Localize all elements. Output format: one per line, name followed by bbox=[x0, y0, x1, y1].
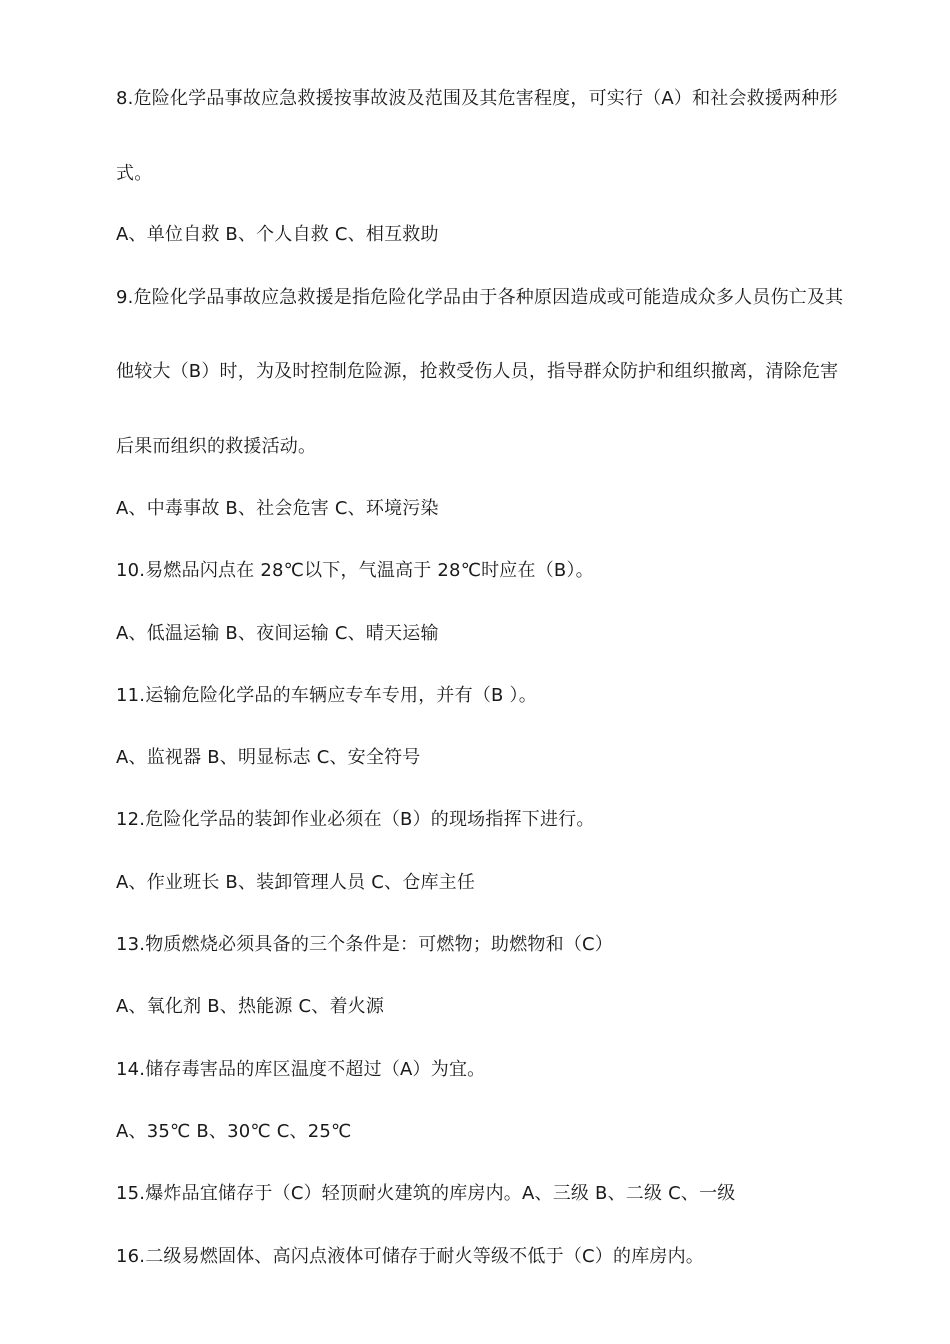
question-14-options: A、35℃ B、30℃ C、25℃ bbox=[116, 1121, 352, 1142]
question-16: 16.二级易燃固体、高闪点液体可储存于耐火等级不低于（C）的库房内。 bbox=[116, 1246, 704, 1267]
question-14: 14.储存毒害品的库区温度不超过（A）为宜。 bbox=[116, 1059, 486, 1080]
question-11-options: A、监视器 B、明显标志 C、安全符号 bbox=[116, 747, 421, 768]
question-8-line-1: 8.危险化学品事故应急救援按事故波及范围及其危害程度，可实行（A）和社会救援两种形 bbox=[116, 88, 838, 109]
question-10-options: A、低温运输 B、夜间运输 C、晴天运输 bbox=[116, 623, 439, 644]
question-9-line-1: 9.危险化学品事故应急救援是指危险化学品由于各种原因造成或可能造成众多人员伤亡及其 bbox=[116, 287, 844, 308]
question-13: 13.物质燃烧必须具备的三个条件是：可燃物；助燃物和（C） bbox=[116, 934, 613, 955]
question-15: 15.爆炸品宜储存于（C）轻顶耐火建筑的库房内。A、三级 B、二级 C、一级 bbox=[116, 1183, 736, 1204]
question-12: 12.危险化学品的装卸作业必须在（B）的现场指挥下进行。 bbox=[116, 809, 595, 830]
question-13-options: A、氧化剂 B、热能源 C、着火源 bbox=[116, 996, 385, 1017]
question-12-options: A、作业班长 B、装卸管理人员 C、仓库主任 bbox=[116, 872, 476, 893]
question-8-line-2: 式。 bbox=[116, 163, 153, 184]
question-9-line-2: 他较大（B）时，为及时控制危险源，抢救受伤人员，指导群众防护和组织撤离，清除危害 bbox=[116, 361, 839, 382]
question-9-line-3: 后果而组织的救援活动。 bbox=[116, 436, 317, 457]
question-9-options: A、中毒事故 B、社会危害 C、环境污染 bbox=[116, 498, 439, 519]
question-10: 10.易燃品闪点在 28℃以下，气温高于 28℃时应在（B）。 bbox=[116, 560, 594, 581]
question-11: 11.运输危险化学品的车辆应专车专用，并有（B ）。 bbox=[116, 685, 537, 706]
question-8-options: A、单位自救 B、个人自救 C、相互救助 bbox=[116, 224, 439, 245]
